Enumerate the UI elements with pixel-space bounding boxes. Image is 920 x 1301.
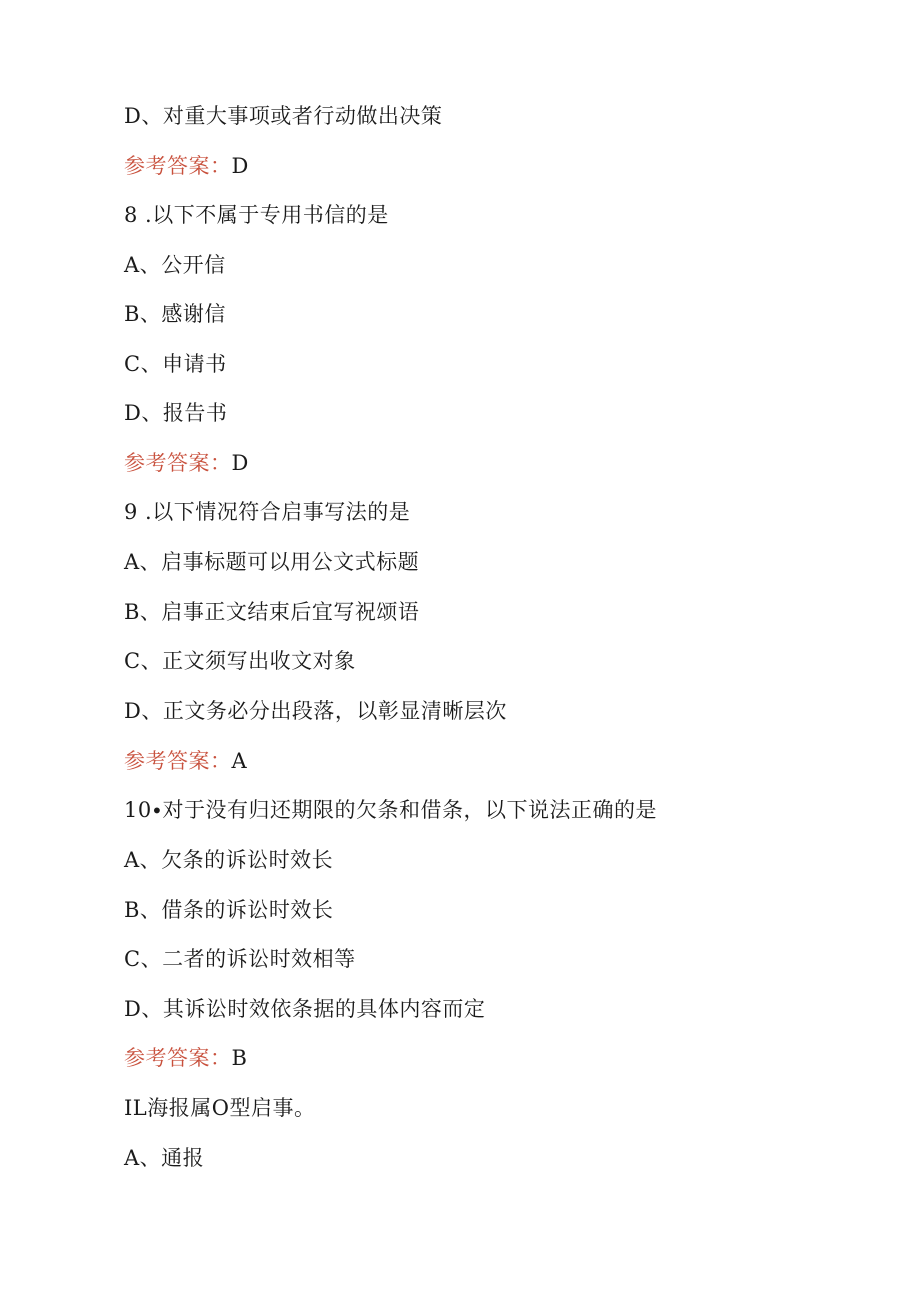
q9-option-b: B、启事正文结束后宜写祝颂语 [124,600,420,624]
q11-option-a: A、通报 [124,1146,205,1170]
q10-option-d: D、其诉讼时效依条据的具体内容而定 [124,997,486,1021]
answer-value: B [231,1046,248,1070]
q7-option-d: D、对重大事项或者行动做出决策 [124,104,443,128]
q9-option-a: A、启事标题可以用公文式标题 [124,550,420,574]
q8-option-a: A、公开信 [124,253,226,277]
q10-option-c: C、二者的诉讼时效相等 [124,947,356,971]
q8-option-d: D、报告书 [124,401,228,425]
q9-option-c: C、正文须写出收文对象 [124,649,356,673]
q8-answer [124,449,249,477]
q9-answer [124,747,247,775]
answer-label: 参考答案： [124,1046,232,1070]
q7-answer [124,152,249,180]
q10-stem: 10∙对于没有归还期限的欠条和借条，以下说法正确的是 [124,798,658,822]
q8-option-b: B、感谢信 [124,302,226,326]
q11-stem: IL海报属O型启事。 [124,1096,316,1120]
answer-value: D [231,451,249,475]
q10-option-b: B、借条的诉讼时效长 [124,898,334,922]
answer-label: 参考答案： [124,749,232,773]
q10-option-a: A、欠条的诉讼时效长 [124,848,334,872]
q9-stem: 9 .以下情况符合启事写法的是 [124,500,411,524]
q9-option-d: D、正文务必分出段落，以彰显清晰层次 [124,699,507,723]
q8-stem: 8 .以下不属于专用书信的是 [124,203,389,227]
answer-label: 参考答案： [124,154,232,178]
answer-value: D [231,154,249,178]
answer-value: A [231,749,248,773]
q8-option-c: C、申请书 [124,352,227,376]
answer-label: 参考答案： [124,451,232,475]
q10-answer [124,1044,247,1072]
